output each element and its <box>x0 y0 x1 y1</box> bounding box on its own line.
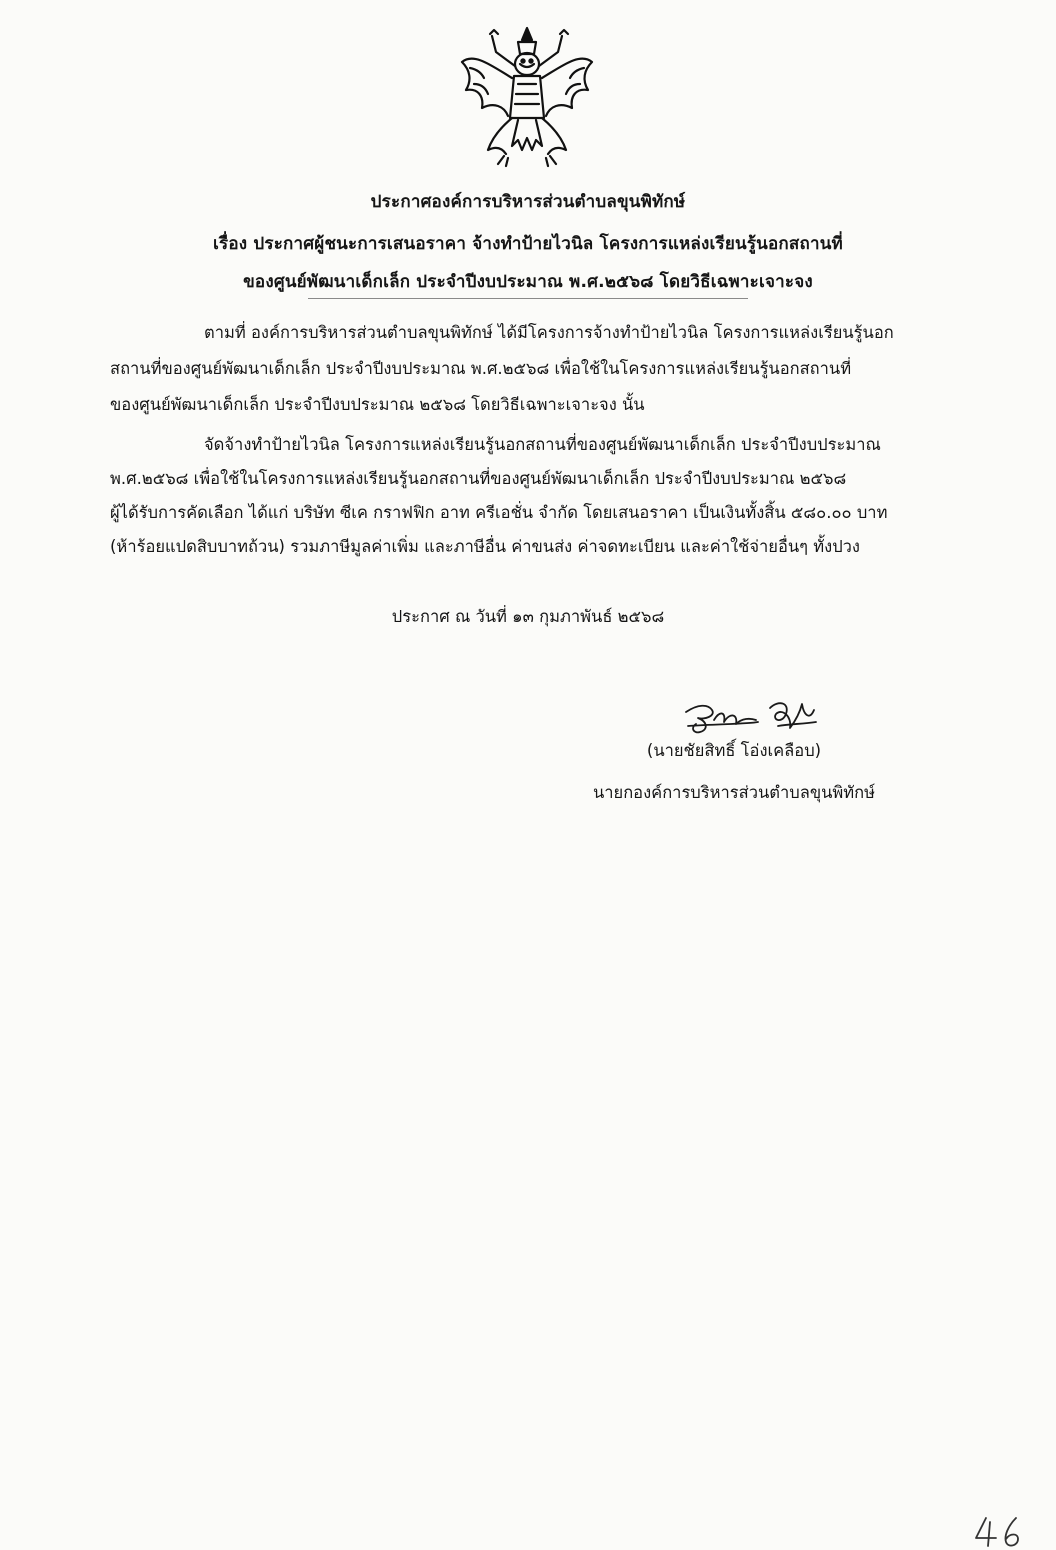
paragraph-2-line-1: จัดจ้างทำป้ายไวนิล โครงการแหล่งเรียนรู้นอกสถานที่ของศูนย์พัฒนาเด็กเล็ก ประจำปีงบประมาณ <box>204 435 881 454</box>
handwritten-page-number <box>972 1514 1032 1548</box>
announcement-title: ประกาศองค์การบริหารส่วนตำบลขุนพิทักษ์ <box>370 192 686 212</box>
paragraph-2-line-2: พ.ศ.๒๕๖๘ เพื่อใช้ในโครงการแหล่งเรียนรู้นอกสถานที่ของศูนย์พัฒนาเด็กเล็ก ประจำปีงบประมาณ ๒๕๖๘ <box>110 469 847 488</box>
announcement-date: ประกาศ ณ วันที่ ๑๓ กุมภาพันธ์ ๒๕๖๘ <box>391 607 665 626</box>
signer-name: (นายชัยสิทธิ์ โอ่งเคลือบ) <box>646 741 822 760</box>
signature-image <box>678 690 828 740</box>
garuda-emblem-icon <box>452 22 602 172</box>
paragraph-1-line-2: สถานที่ของศูนย์พัฒนาเด็กเล็ก ประจำปีงบประมาณ พ.ศ.๒๕๖๘ เพื่อใช้ในโครงการแหล่งเรียนรู้นอกสถานที่ <box>110 359 852 378</box>
title-divider <box>308 298 748 299</box>
paragraph-1-line-1: ตามที่ องค์การบริหารส่วนตำบลขุนพิทักษ์ ได้มีโครงการจ้างทำป้ายไวนิล โครงการแหล่งเรียนรู้นอก <box>204 323 894 342</box>
signer-position: นายกองค์การบริหารส่วนตำบลขุนพิทักษ์ <box>592 783 876 802</box>
paragraph-1-line-3: ของศูนย์พัฒนาเด็กเล็ก ประจำปีงบประมาณ ๒๕๖๘ โดยวิธีเฉพาะเจาะจง นั้น <box>110 395 645 414</box>
announcement-subject-cont: ของศูนย์พัฒนาเด็กเล็ก ประจำปีงบประมาณ พ.ศ.๒๕๖๘ โดยวิธีเฉพาะเจาะจง <box>243 272 813 292</box>
paragraph-2-line-3: ผู้ได้รับการคัดเลือก ได้แก่ บริษัท ซีเค กราฟฟิก อาท ครีเอชั่น จำกัด โดยเสนอราคา เป็นเงินทั้งสิ้น ๕๘๐.๐๐ บาท <box>110 503 888 522</box>
announcement-subject: เรื่อง ประกาศผู้ชนะการเสนอราคา จ้างทำป้ายไวนิล โครงการแหล่งเรียนรู้นอกสถานที่ <box>213 234 843 254</box>
paragraph-2-line-4: (ห้าร้อยแปดสิบบาทถ้วน) รวมภาษีมูลค่าเพิ่ม และภาษีอื่น ค่าขนส่ง ค่าจดทะเบียน และค่าใช้จ่ายอื่นๆ ทั้งปวง <box>110 537 860 556</box>
